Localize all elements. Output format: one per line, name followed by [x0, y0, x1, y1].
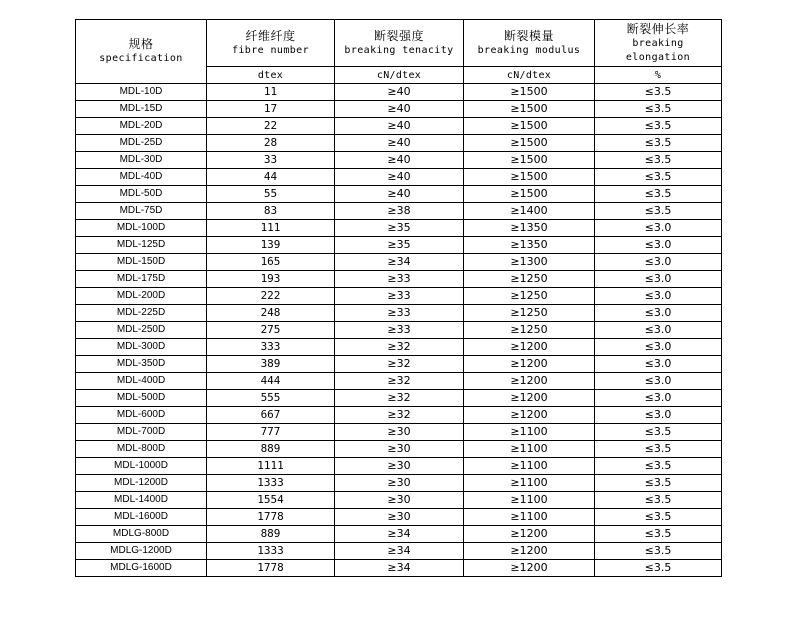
- tenacity-cell: ≥32: [335, 373, 464, 390]
- spec-cell: MDL-1400D: [76, 492, 207, 509]
- table-row: [76, 560, 722, 577]
- spec-cell: MDL-1600D: [76, 509, 207, 526]
- table-row: [76, 441, 722, 458]
- spec-cell: MDL-225D: [76, 305, 207, 322]
- elongation-cell: ≤3.5: [595, 203, 722, 220]
- elongation-cell: ≤3.0: [595, 373, 722, 390]
- header-breaking-tenacity: [335, 20, 464, 67]
- elongation-cell: ≤3.0: [595, 356, 722, 373]
- tenacity-cell: ≥40: [335, 118, 464, 135]
- elongation-cell: ≤3.5: [595, 424, 722, 441]
- fibre-number-cell: 83: [207, 203, 335, 220]
- elongation-cell: ≤3.5: [595, 475, 722, 492]
- table-row: [76, 526, 722, 543]
- table-row: [76, 152, 722, 169]
- fibre-number-cell: 389: [207, 356, 335, 373]
- elongation-cell: ≤3.5: [595, 135, 722, 152]
- fibre-number-cell: 33: [207, 152, 335, 169]
- spec-cell: MDL-100D: [76, 220, 207, 237]
- table-row: [76, 118, 722, 135]
- fibre-number-cell: 55: [207, 186, 335, 203]
- spec-cell: MDL-125D: [76, 237, 207, 254]
- spec-cell: MDL-800D: [76, 441, 207, 458]
- fibre-number-cell: 17: [207, 101, 335, 118]
- header-label-en: breaking tenacity: [344, 44, 454, 56]
- fibre-number-cell: 333: [207, 339, 335, 356]
- tenacity-cell: ≥33: [335, 288, 464, 305]
- tenacity-cell: ≥38: [335, 203, 464, 220]
- header-label-zh: 断裂伸长率: [626, 21, 690, 36]
- modulus-cell: ≥1500: [464, 118, 595, 135]
- tenacity-cell: ≥40: [335, 186, 464, 203]
- header-label-en: breaking modulus: [477, 44, 581, 56]
- fibre-number-cell: 44: [207, 169, 335, 186]
- spec-cell: MDLG-1200D: [76, 543, 207, 560]
- table-row: [76, 271, 722, 288]
- spec-cell: MDL-20D: [76, 118, 207, 135]
- modulus-cell: ≥1500: [464, 152, 595, 169]
- header-label-zh: 断裂强度: [373, 28, 424, 43]
- tenacity-cell: ≥40: [335, 152, 464, 169]
- modulus-cell: ≥1200: [464, 339, 595, 356]
- spec-table: [75, 19, 722, 577]
- spec-cell: MDL-700D: [76, 424, 207, 441]
- spec-cell: MDLG-800D: [76, 526, 207, 543]
- fibre-number-cell: 11: [207, 84, 335, 101]
- elongation-cell: ≤3.5: [595, 186, 722, 203]
- tenacity-cell: ≥32: [335, 356, 464, 373]
- unit-cell: dtex: [207, 67, 335, 84]
- spec-cell: MDL-25D: [76, 135, 207, 152]
- header-label-zh: 纤维纤度: [245, 28, 296, 43]
- header-label-zh: 规格: [128, 37, 154, 51]
- tenacity-cell: ≥40: [335, 169, 464, 186]
- modulus-cell: ≥1500: [464, 186, 595, 203]
- modulus-cell: ≥1200: [464, 526, 595, 543]
- modulus-cell: ≥1500: [464, 135, 595, 152]
- modulus-cell: ≥1200: [464, 543, 595, 560]
- tenacity-cell: ≥34: [335, 543, 464, 560]
- fibre-number-cell: 667: [207, 407, 335, 424]
- fibre-number-cell: 165: [207, 254, 335, 271]
- header-label-en: specification: [99, 53, 183, 64]
- header-label-en: elongation: [625, 51, 691, 63]
- modulus-cell: ≥1200: [464, 407, 595, 424]
- modulus-cell: ≥1350: [464, 220, 595, 237]
- tenacity-cell: ≥30: [335, 424, 464, 441]
- spec-cell: MDLG-1600D: [76, 560, 207, 577]
- fibre-number-cell: 889: [207, 526, 335, 543]
- table-row: [76, 203, 722, 220]
- elongation-cell: ≤3.0: [595, 390, 722, 407]
- elongation-cell: ≤3.0: [595, 288, 722, 305]
- modulus-cell: ≥1100: [464, 492, 595, 509]
- table-row: [76, 322, 722, 339]
- table-row: [76, 356, 722, 373]
- modulus-cell: ≥1100: [464, 441, 595, 458]
- header-label-en: fibre number: [231, 44, 310, 56]
- spec-cell: MDL-40D: [76, 169, 207, 186]
- fibre-number-cell: 222: [207, 288, 335, 305]
- fibre-number-cell: 248: [207, 305, 335, 322]
- modulus-cell: ≥1250: [464, 322, 595, 339]
- tenacity-cell: ≥40: [335, 84, 464, 101]
- spec-cell: MDL-500D: [76, 390, 207, 407]
- header-label-en: breaking: [632, 37, 684, 49]
- elongation-cell: ≤3.0: [595, 322, 722, 339]
- table-row: [76, 492, 722, 509]
- spec-cell: MDL-75D: [76, 203, 207, 220]
- table-row: [76, 288, 722, 305]
- elongation-cell: ≤3.5: [595, 152, 722, 169]
- table-row: [76, 135, 722, 152]
- unit-cell: %: [595, 67, 722, 84]
- elongation-cell: ≤3.0: [595, 271, 722, 288]
- spec-cell: MDL-50D: [76, 186, 207, 203]
- elongation-cell: ≤3.5: [595, 118, 722, 135]
- elongation-cell: ≤3.0: [595, 407, 722, 424]
- header-label-zh: 断裂模量: [503, 28, 554, 43]
- table-row: [76, 424, 722, 441]
- elongation-cell: ≤3.5: [595, 509, 722, 526]
- elongation-cell: ≤3.0: [595, 305, 722, 322]
- modulus-cell: ≥1250: [464, 288, 595, 305]
- modulus-cell: ≥1100: [464, 509, 595, 526]
- table-body: [76, 84, 722, 577]
- fibre-number-cell: 193: [207, 271, 335, 288]
- fibre-number-cell: 1333: [207, 475, 335, 492]
- fibre-number-cell: 139: [207, 237, 335, 254]
- elongation-cell: ≤3.5: [595, 526, 722, 543]
- fibre-number-cell: 28: [207, 135, 335, 152]
- elongation-cell: ≤3.5: [595, 560, 722, 577]
- elongation-cell: ≤3.5: [595, 169, 722, 186]
- fibre-number-cell: 777: [207, 424, 335, 441]
- spec-cell: MDL-30D: [76, 152, 207, 169]
- elongation-cell: ≤3.5: [595, 492, 722, 509]
- tenacity-cell: ≥30: [335, 441, 464, 458]
- table-row: [76, 101, 722, 118]
- spec-cell: MDL-1000D: [76, 458, 207, 475]
- fibre-number-cell: 1778: [207, 509, 335, 526]
- modulus-cell: ≥1250: [464, 305, 595, 322]
- modulus-cell: ≥1100: [464, 475, 595, 492]
- modulus-cell: ≥1200: [464, 373, 595, 390]
- fibre-number-cell: 22: [207, 118, 335, 135]
- fibre-number-cell: 1554: [207, 492, 335, 509]
- tenacity-cell: ≥32: [335, 339, 464, 356]
- unit-cell: cN/dtex: [464, 67, 595, 84]
- header-breaking-modulus: [464, 20, 595, 67]
- spec-cell: MDL-350D: [76, 356, 207, 373]
- tenacity-cell: ≥35: [335, 237, 464, 254]
- table-row: [76, 84, 722, 101]
- elongation-cell: ≤3.0: [595, 339, 722, 356]
- tenacity-cell: ≥30: [335, 458, 464, 475]
- table-row: [76, 475, 722, 492]
- spec-cell: MDL-200D: [76, 288, 207, 305]
- elongation-cell: ≤3.0: [595, 220, 722, 237]
- modulus-cell: ≥1300: [464, 254, 595, 271]
- fibre-number-cell: 555: [207, 390, 335, 407]
- tenacity-cell: ≥34: [335, 254, 464, 271]
- modulus-cell: ≥1200: [464, 560, 595, 577]
- modulus-cell: ≥1350: [464, 237, 595, 254]
- tenacity-cell: ≥30: [335, 509, 464, 526]
- tenacity-cell: ≥30: [335, 492, 464, 509]
- elongation-cell: ≤3.5: [595, 84, 722, 101]
- elongation-cell: ≤3.5: [595, 458, 722, 475]
- modulus-cell: ≥1500: [464, 101, 595, 118]
- table-row: [76, 254, 722, 271]
- table-row: [76, 373, 722, 390]
- table-row: [76, 169, 722, 186]
- table-row: [76, 509, 722, 526]
- modulus-cell: ≥1200: [464, 356, 595, 373]
- table-row: [76, 339, 722, 356]
- spec-cell: MDL-250D: [76, 322, 207, 339]
- tenacity-cell: ≥34: [335, 560, 464, 577]
- header-breaking-elongation: [595, 20, 722, 67]
- modulus-cell: ≥1500: [464, 84, 595, 101]
- table-row: [76, 458, 722, 475]
- header-specification: [76, 20, 207, 84]
- table-row: [76, 237, 722, 254]
- table-row: [76, 543, 722, 560]
- fibre-number-cell: 111: [207, 220, 335, 237]
- elongation-cell: ≤3.0: [595, 254, 722, 271]
- spec-cell: MDL-15D: [76, 101, 207, 118]
- spec-cell: MDL-150D: [76, 254, 207, 271]
- tenacity-cell: ≥33: [335, 322, 464, 339]
- modulus-cell: ≥1200: [464, 390, 595, 407]
- tenacity-cell: ≥40: [335, 135, 464, 152]
- tenacity-cell: ≥35: [335, 220, 464, 237]
- modulus-cell: ≥1250: [464, 271, 595, 288]
- tenacity-cell: ≥40: [335, 101, 464, 118]
- elongation-cell: ≤3.5: [595, 441, 722, 458]
- spec-cell: MDL-1200D: [76, 475, 207, 492]
- fibre-number-cell: 444: [207, 373, 335, 390]
- modulus-cell: ≥1400: [464, 203, 595, 220]
- modulus-cell: ≥1100: [464, 424, 595, 441]
- table-row: [76, 305, 722, 322]
- unit-cell: cN/dtex: [335, 67, 464, 84]
- table-row: [76, 390, 722, 407]
- fibre-number-cell: 275: [207, 322, 335, 339]
- tenacity-cell: ≥30: [335, 475, 464, 492]
- table-row: [76, 186, 722, 203]
- header-row: [76, 20, 722, 67]
- table-row: [76, 220, 722, 237]
- tenacity-cell: ≥32: [335, 390, 464, 407]
- spec-cell: MDL-175D: [76, 271, 207, 288]
- spec-cell: MDL-400D: [76, 373, 207, 390]
- elongation-cell: ≤3.5: [595, 101, 722, 118]
- fibre-number-cell: 1778: [207, 560, 335, 577]
- elongation-cell: ≤3.5: [595, 543, 722, 560]
- tenacity-cell: ≥33: [335, 271, 464, 288]
- modulus-cell: ≥1100: [464, 458, 595, 475]
- spec-cell: MDL-600D: [76, 407, 207, 424]
- spec-cell: MDL-300D: [76, 339, 207, 356]
- tenacity-cell: ≥34: [335, 526, 464, 543]
- table-row: [76, 407, 722, 424]
- tenacity-cell: ≥32: [335, 407, 464, 424]
- modulus-cell: ≥1500: [464, 169, 595, 186]
- fibre-number-cell: 889: [207, 441, 335, 458]
- tenacity-cell: ≥33: [335, 305, 464, 322]
- fibre-number-cell: 1333: [207, 543, 335, 560]
- elongation-cell: ≤3.0: [595, 237, 722, 254]
- spec-cell: MDL-10D: [76, 84, 207, 101]
- header-fibre-number: [207, 20, 335, 67]
- fibre-number-cell: 1111: [207, 458, 335, 475]
